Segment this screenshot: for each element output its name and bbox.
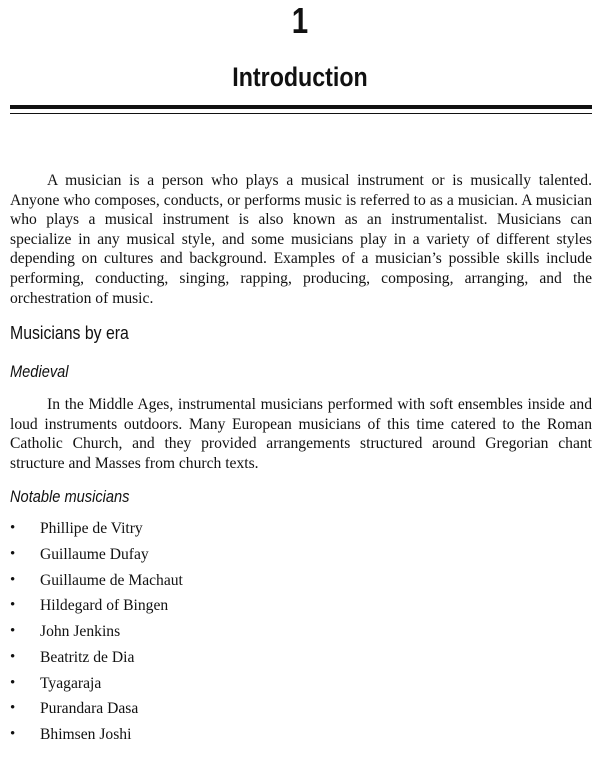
title-rule-thick xyxy=(10,105,592,109)
bullet-icon: • xyxy=(10,726,16,742)
bullet-icon: • xyxy=(10,545,16,562)
subsection-heading-notable-musicians: Notable musicians xyxy=(10,487,130,506)
medieval-paragraph: In the Middle Ages, instrumental musicians performed with soft ensembles inside and loud instruments outdoors. Many European musicians of this time catered to the Roman Catholic Church, and they provided arrangements structured around Gregorian chant structure and Masses from church texts. xyxy=(10,396,592,472)
bullet-icon: • xyxy=(10,597,16,614)
chapter-number: 1 xyxy=(291,0,309,41)
bullet-icon: • xyxy=(10,674,16,691)
bullet-icon: • xyxy=(10,571,16,588)
bullet-icon: • xyxy=(10,520,16,536)
section-heading-musicians-by-era: Musicians by era xyxy=(10,323,129,343)
bullet-icon: • xyxy=(10,623,16,639)
musician-name: Phillipe de Vitry xyxy=(40,520,143,537)
musician-name: Guillaume de Machaut xyxy=(40,571,183,589)
bullet-icon: • xyxy=(10,648,16,665)
musician-name: Tyagaraja xyxy=(40,674,102,692)
chapter-title: Introduction xyxy=(232,62,368,92)
musician-name: John Jenkins xyxy=(40,623,121,640)
musician-name: Purandara Dasa xyxy=(40,700,139,718)
musician-name: Hildegard of Bingen xyxy=(40,597,169,615)
title-rule-thin xyxy=(10,113,592,114)
musician-name: Guillaume Dufay xyxy=(40,545,149,563)
musician-name: Bhimsen Joshi xyxy=(40,726,132,743)
bullet-icon: • xyxy=(10,700,16,717)
subsection-heading-medieval: Medieval xyxy=(10,362,69,381)
intro-paragraph: A musician is a person who plays a musical instrument or is musically talented. Anyone who composes, conducts, or performs music is referred to as a musician. A musician who plays a musical instrument is also known as an instrumentalist. Musicians can specialize in any musical style, and some musicians play in a variety of different styles depending on cultures and background. Examples of a musician’s possible skills include performing, conducting, singing, rapping, producing, composing, arranging, and the orchestration of music. xyxy=(10,172,592,307)
musician-name: Beatritz de Dia xyxy=(40,648,135,666)
